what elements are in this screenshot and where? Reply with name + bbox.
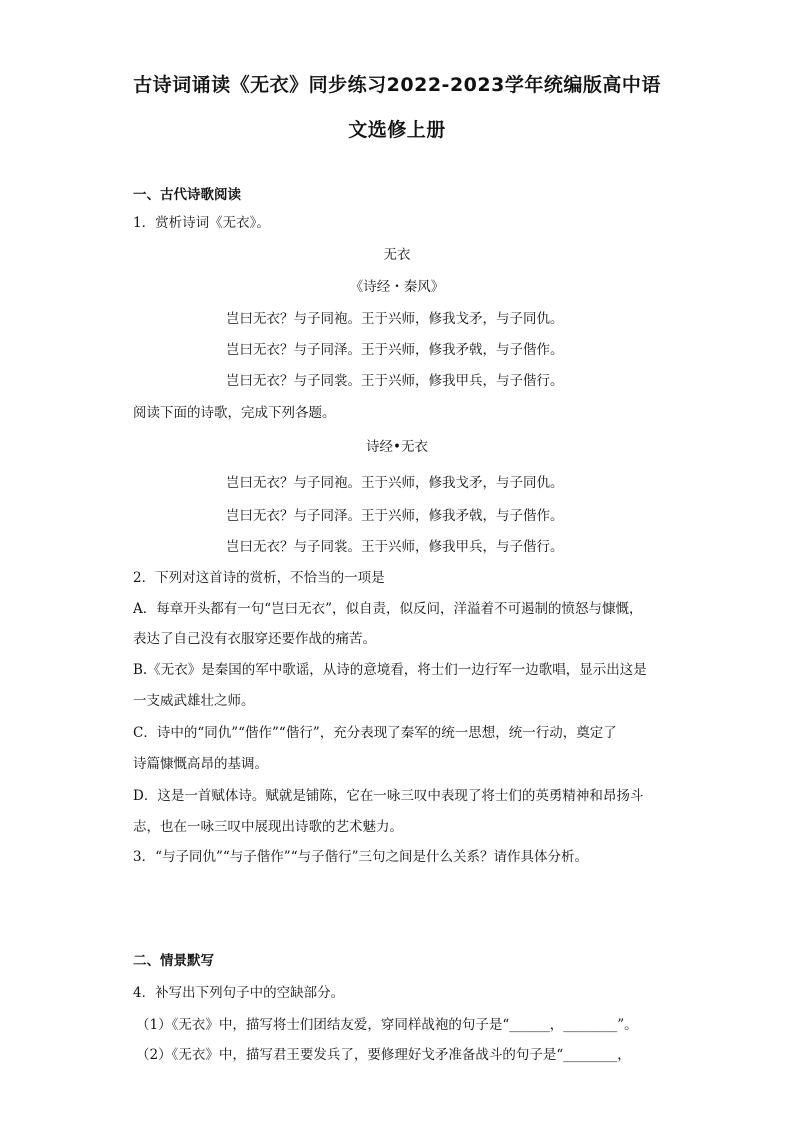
question-4-item-2: （2）《无衣》中，描写君王要发兵了，要修理好戈矛准备战斗的句子是“________， <box>136 1047 631 1063</box>
document-title-line1: 古诗词诵读《无衣》同步练习2022-2023学年统编版高中语 <box>133 74 661 96</box>
poem2-line: 岂曰无衣？与子同泽。王于兴师，修我矛戟，与子偕作。 <box>226 508 564 524</box>
question-3: 3．“与子同仇”“与子偕作”“与子偕行”三句之间是什么关系？请作具体分析。 <box>133 849 588 865</box>
poem1-line: 岂曰无衣？与子同泽。王于兴师，修我矛戟，与子偕作。 <box>226 342 564 358</box>
section-heading-dictation: 二、情景默写 <box>133 953 214 969</box>
poem2-line: 岂曰无衣？与子同袍。王于兴师，修我戈矛，与子同仇。 <box>226 475 564 491</box>
question-2: 2．下列对这首诗的赏析，不恰当的一项是 <box>133 570 385 586</box>
question-4: 4．补写出下列句子中的空缺部分。 <box>133 985 345 1001</box>
option-a-line1: A．每章开头都有一句“岂曰无衣”，似自责，似反问，洋溢着不可遏制的愤怒与慷慨， <box>133 601 643 617</box>
option-b-line1: B.《无衣》是秦国的军中歌谣，从诗的意境看，将士们一边行军一边歌唱，显示出这是 <box>133 662 647 678</box>
poem2-line: 岂曰无衣？与子同裳。王于兴师，修我甲兵，与子偕行。 <box>226 539 564 555</box>
poem1-line: 岂曰无衣？与子同裳。王于兴师，修我甲兵，与子偕行。 <box>226 373 564 389</box>
option-b-line2: 一支威武雄壮之师。 <box>133 693 255 709</box>
question-4-item-1: （1）《无衣》中，描写将士们团结友爱，穿同样战袍的句子是“______，________”。 <box>136 1017 638 1033</box>
poem2-title: 诗经•无衣 <box>366 439 428 455</box>
section-heading-poetry-reading: 一、古代诗歌阅读 <box>133 187 241 203</box>
option-a-line2: 表达了自己没有衣服穿还要作战的痛苦。 <box>133 631 376 647</box>
reading-instruction: 阅读下面的诗歌，完成下列各题。 <box>133 405 336 421</box>
poem1-title: 无衣 <box>383 247 411 263</box>
question-1: 1．赏析诗词《无衣》。 <box>133 215 270 231</box>
option-d-line1: D．这是一首赋体诗。赋就是铺陈，它在一咏三叹中表现了将士们的英勇精神和昂扬斗 <box>133 788 644 804</box>
option-d-line2: 志，也在一咏三叹中展现出诗歌的艺术魅力。 <box>133 819 403 835</box>
poem1-line: 岂曰无衣？与子同袍。王于兴师，修我戈矛，与子同仇。 <box>226 311 564 327</box>
poem1-source: 《诗经・秦风》 <box>349 279 445 295</box>
option-c-line1: C．诗中的“同仇”“偕作”“偕行”，充分表现了秦军的统一思想，统一行动，奠定了 <box>133 725 617 741</box>
option-c-line2: 诗篇慷慨高昂的基调。 <box>133 756 268 772</box>
document-title-line2: 文选修上册 <box>348 119 446 141</box>
